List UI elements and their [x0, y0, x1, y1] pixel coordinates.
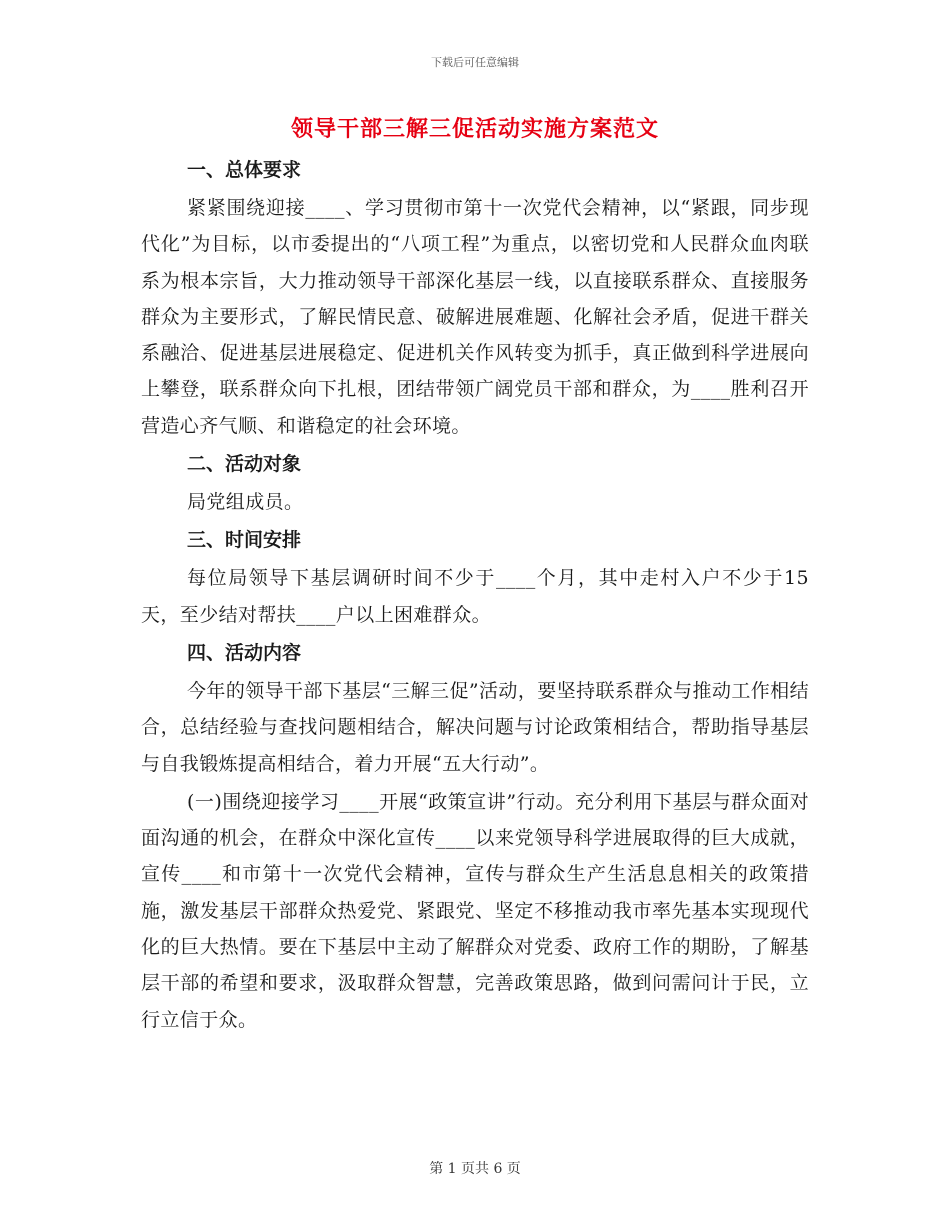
section-activity-targets — [141, 446, 809, 520]
section-heading: 一、总体要求 — [187, 159, 302, 181]
section-schedule — [141, 522, 809, 633]
paragraph: (一)围绕迎接学习____开展“政策宣讲”行动。充分利用下基层与群众面对面沟通的机会，在群众中深化宣传____以来党领导科学进展取得的巨大成就，宣传____和市第十一次党代会精神，宣传与群众生产生活息息相关的政策措施，激发基层干部群众热爱党、紧跟党、坚定不移推动我市率先基本实现现代化的巨大热情。要在下基层中主动了解群众对党委、政府工作的期盼，了解基层干部的希望和要求，汲取群众智慧，完善政策思路，做到问需问计于民，立行立信于众。 — [141, 790, 809, 1031]
section-heading: 二、活动对象 — [187, 453, 302, 476]
paragraph: 紧紧围绕迎接____、学习贯彻市第十一次党代会精神，以“紧跟，同步现代化”为目标，以市委提出的“八项工程”为重点，以密切党和人民群众血肉联系为根本宗旨，大力推动领导干部深化基层一线，以直接联系群众、直接服务群众为主要形式，了解民情民意、破解进展难题、化解社会矛盾，促进干群关系融洽、促进基层进展稳定、促进机关作风转变为抓手，真正做到科学进展向上攀登，联系群众向下扎根，团结带领广阔党员干部和群众，为____胜利召开营造心齐气顺、和谐稳定的社会环境。 — [141, 197, 809, 437]
document-title: 领导干部三解三促活动实施方案范文 — [290, 116, 659, 142]
paragraph: 今年的领导干部下基层“三解三促”活动，要坚持联系群众与推动工作相结合，总结经验与查找问题相结合，解决问题与讨论政策相结合，帮助指导基层与自我锻炼提高相结合，着力开展“五大行动”。 — [141, 679, 809, 775]
page-header-note: 下载后可任意编辑 — [431, 56, 519, 69]
section-heading: 四、活动内容 — [187, 641, 302, 664]
page-footer: 第 1 页共 6 页 — [429, 1161, 521, 1177]
paragraph: 局党组成员。 — [187, 491, 304, 514]
section-activity-content — [141, 635, 809, 1038]
section-general-requirements — [141, 152, 809, 444]
paragraph: 每位局领导下基层调研时间不少于____个月，其中走村入户不少于15天，至少结对帮扶____户以上困难群众。 — [141, 567, 809, 626]
document-body — [141, 152, 809, 1040]
section-heading: 三、时间安排 — [187, 529, 302, 552]
